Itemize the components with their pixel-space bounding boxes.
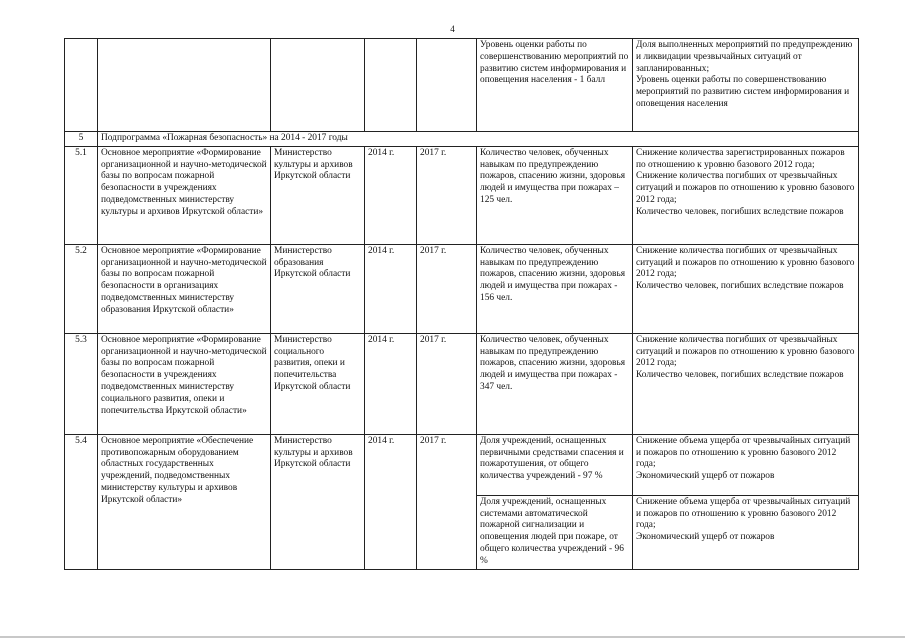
table-row bbox=[65, 146, 859, 244]
row-start-year: 2014 г. bbox=[365, 333, 417, 434]
page-number: 4 bbox=[450, 24, 455, 34]
cell-start-year bbox=[365, 39, 417, 132]
row-indicator: Доля учреждений, оснащенных первичными средствами спасения и пожаротушения, от общего количества учреждений - 97 % bbox=[477, 434, 633, 495]
row-number: 5.3 bbox=[65, 333, 98, 434]
row-executor: Министерство образования Иркутской области bbox=[271, 244, 365, 333]
row-end-year: 2017 г. bbox=[417, 434, 477, 569]
row-start-year: 2014 г. bbox=[365, 434, 417, 569]
row-number: 5.4 bbox=[65, 434, 98, 569]
table-row bbox=[65, 333, 859, 434]
row-event: Основное мероприятие «Формирование организационной и научно-методической базы по вопросам пожарной безопасности в учреждениях подведомственных министерству культуры и архивов Иркутской области» bbox=[98, 146, 271, 244]
row-event: Основное мероприятие «Формирование организационной и научно-методической базы по вопросам пожарной безопасности в организациях подведомственных министерству образования Иркутской области» bbox=[98, 244, 271, 333]
row-result: Снижение количества погибших от чрезвычайных ситуаций и пожаров по отношению к уровню базового 2012 года; Количество человек, погибших вследствие пожаров bbox=[633, 333, 859, 434]
row-result: Снижение объема ущерба от чрезвычайных ситуаций и пожаров по отношению к уровню базового 2012 года; Экономический ущерб от пожаров bbox=[633, 495, 859, 569]
row-indicator: Доля учреждений, оснащенных системами автоматической пожарной сигнализации и оповещения людей при пожаре, от общего количества учреждений - 96 % bbox=[477, 495, 633, 569]
row-executor: Министерство культуры и архивов Иркутской области bbox=[271, 146, 365, 244]
row-start-year: 2014 г. bbox=[365, 244, 417, 333]
cell-result: Доля выполненных мероприятий по предупреждению и ликвидации чрезвычайных ситуаций от запланированных; Уровень оценки работы по совершенствованию мероприятий по развитию систем информирования и оповещения населения bbox=[633, 39, 859, 132]
cell-indicator: Уровень оценки работы по совершенствованию мероприятий по развитию систем информирования и оповещения населения - 1 балл bbox=[477, 39, 633, 132]
cell-executor bbox=[271, 39, 365, 132]
program-table bbox=[64, 38, 859, 570]
subprogram-row bbox=[65, 132, 859, 147]
row-result: Снижение количества погибших от чрезвычайных ситуаций и пожаров по отношению к уровню базового 2012 года; Количество человек, погибших вследствие пожаров bbox=[633, 244, 859, 333]
table-row bbox=[65, 434, 859, 495]
row-event: Основное мероприятие «Обеспечение противопожарным оборудованием областных государственных учреждений, подведомственных министерству культуры и архивов Иркутской области» bbox=[98, 434, 271, 569]
scan-edge bbox=[0, 636, 905, 638]
row-number: 5.2 bbox=[65, 244, 98, 333]
row-end-year: 2017 г. bbox=[417, 146, 477, 244]
table-row-continuation bbox=[65, 39, 859, 132]
cell-end-year bbox=[417, 39, 477, 132]
row-number: 5.1 bbox=[65, 146, 98, 244]
row-indicator: Количество человек, обученных навыкам по предупреждению пожаров, спасению жизни, здоровья людей и имущества при пожарах - 156 чел. bbox=[477, 244, 633, 333]
row-indicator: Количество человек, обученных навыкам по предупреждению пожаров, спасению жизни, здоровья людей и имущества при пожарах – 125 чел. bbox=[477, 146, 633, 244]
row-result: Снижение объема ущерба от чрезвычайных ситуаций и пожаров по отношению к уровню базового 2012 года; Экономический ущерб от пожаров bbox=[633, 434, 859, 495]
table-row bbox=[65, 244, 859, 333]
subprogram-number: 5 bbox=[65, 132, 98, 147]
row-end-year: 2017 г. bbox=[417, 244, 477, 333]
cell-number bbox=[65, 39, 98, 132]
row-end-year: 2017 г. bbox=[417, 333, 477, 434]
row-start-year: 2014 г. bbox=[365, 146, 417, 244]
row-event: Основное мероприятие «Формирование организационной и научно-методической базы по вопросам пожарной безопасности в учреждениях подведомственных министерству социального развития, опеки и попечительства Иркутской области» bbox=[98, 333, 271, 434]
row-executor: Министерство культуры и архивов Иркутской области bbox=[271, 434, 365, 569]
cell-event bbox=[98, 39, 271, 132]
row-indicator: Количество человек, обученных навыкам по предупреждению пожаров, спасению жизни, здоровья людей и имущества при пожарах - 347 чел. bbox=[477, 333, 633, 434]
row-executor: Министерство социального развития, опеки и попечительства Иркутской области bbox=[271, 333, 365, 434]
row-result: Снижение количества зарегистрированных пожаров по отношению к уровню базового 2012 года; Снижение количества погибших от чрезвычайных ситуаций и пожаров по отношению к уровню базового 2012 года; Количество человек, погибших вследствие пожаров bbox=[633, 146, 859, 244]
subprogram-title: Подпрограмма «Пожарная безопасность» на 2014 - 2017 годы bbox=[98, 132, 859, 147]
